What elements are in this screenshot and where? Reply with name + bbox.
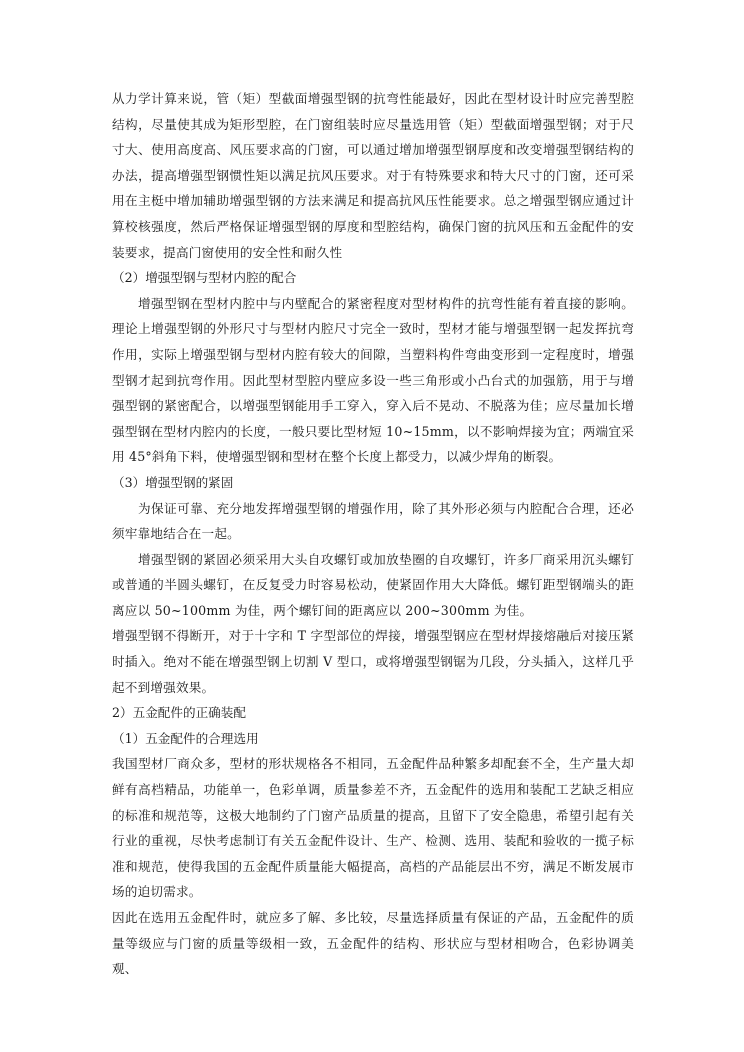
heading-hardware-selection: （1）五金配件的合理选用 bbox=[112, 730, 259, 746]
heading-section-2: （2）增强型钢与型材内腔的配合 bbox=[112, 270, 297, 286]
heading-section-3: （3）增强型钢的紧固 bbox=[112, 474, 234, 490]
paragraph-screws: 增强型钢的紧固必须采用大头自攻螺钉或加放垫圈的自攻螺钉，许多厂商采用沉头螺钉或普通的半圆头螺钉，在反复受力时容易松动，使紧固作用大大降低。螺钉距型钢端头的距离应以 50~100mm 为佳，两个螺钉间的距离应以 200~300mm 为佳。 bbox=[112, 551, 634, 618]
paragraph-hardware-market: 我国型材厂商众多，型材的形状规格各不相同，五金配件品种繁多却配套不全，生产量大却鲜有高档精品，功能单一，色彩单调，质量参差不齐，五金配件的选用和装配工艺缺乏相应的标准和规范等，这极大地制约了门窗产品质量的提高，且留下了安全隐患，希望引起有关行业的重视，尽快考虑制订有关五金配件设计、生产、检测、选用、装配和验收的一揽子标准和规范，使得我国的五金配件质量能大幅提高，高档的产品能层出不穷，满足不断发展市场的迫切需求。 bbox=[112, 756, 634, 900]
document-page bbox=[112, 86, 634, 982]
paragraph-hardware-choice: 因此在选用五金配件时，就应多了解、多比较，尽量选择质量有保证的产品，五金配件的质量等级应与门窗的质量等级相一致，五金配件的结构、形状应与型材相吻合，色彩协调美观、 bbox=[112, 910, 634, 977]
paragraph-no-break: 增强型钢不得断开，对于十字和 T 字型部位的焊接，增强型钢应在型材焊接熔融后对接压紧时插入。绝对不能在增强型钢上切割 V 型口，或将增强型钢锯为几段，分头插入，这样几乎起不到增强效果。 bbox=[112, 628, 634, 695]
heading-hardware-assembly: 2）五金配件的正确装配 bbox=[112, 705, 246, 721]
paragraph-fastening-intro: 为保证可靠、充分地发挥增强型钢的增强作用，除了其外形必须与内腔配合合理，还必须牢靠地结合在一起。 bbox=[112, 500, 634, 542]
paragraph-intro: 从力学计算来说，管（矩）型截面增强型钢的抗弯性能最好，因此在型材设计时应完善型腔结构，尽量使其成为矩形型腔，在门窗组装时应尽量选用管（矩）型截面增强型钢；对于尺寸大、使用高度高、风压要求高的门窗，可以通过增加增强型钢厚度和改变增强型钢结构的办法，提高增强型钢惯性矩以满足抗风压要求。对于有特殊要求和特大尺寸的门窗，还可采用在主梃中增加辅助增强型钢的方法来满足和提高抗风压性能要求。总之增强型钢应通过计算校核强度，然后严格保证增强型钢的厚度和型腔结构，确保门窗的抗风压和五金配件的安装要求，提高门窗使用的安全性和耐久性 bbox=[112, 91, 634, 260]
paragraph-fit: 增强型钢在型材内腔中与内壁配合的紧密程度对型材构件的抗弯性能有着直接的影响。理论上增强型钢的外形尺寸与型材内腔尺寸完全一致时，型材才能与增强型钢一起发挥抗弯作用，实际上增强型钢与型材内腔有较大的间隙，当塑料构件弯曲变形到一定程度时，增强型钢才起到抗弯作用。因此型材型腔内壁应多设一些三角形或小凸台式的加强筋，用于与增强型钢的紧密配合，以增强型钢能用手工穿入，穿入后不晃动、不脱落为佳；应尽量加长增强型钢在型材内腔内的长度，一般只要比型材短 10~15mm，以不影响焊接为宜；两端宜采用 45°斜角下料，使增强型钢和型材在整个长度上都受力，以减少焊角的断裂。 bbox=[112, 295, 634, 465]
